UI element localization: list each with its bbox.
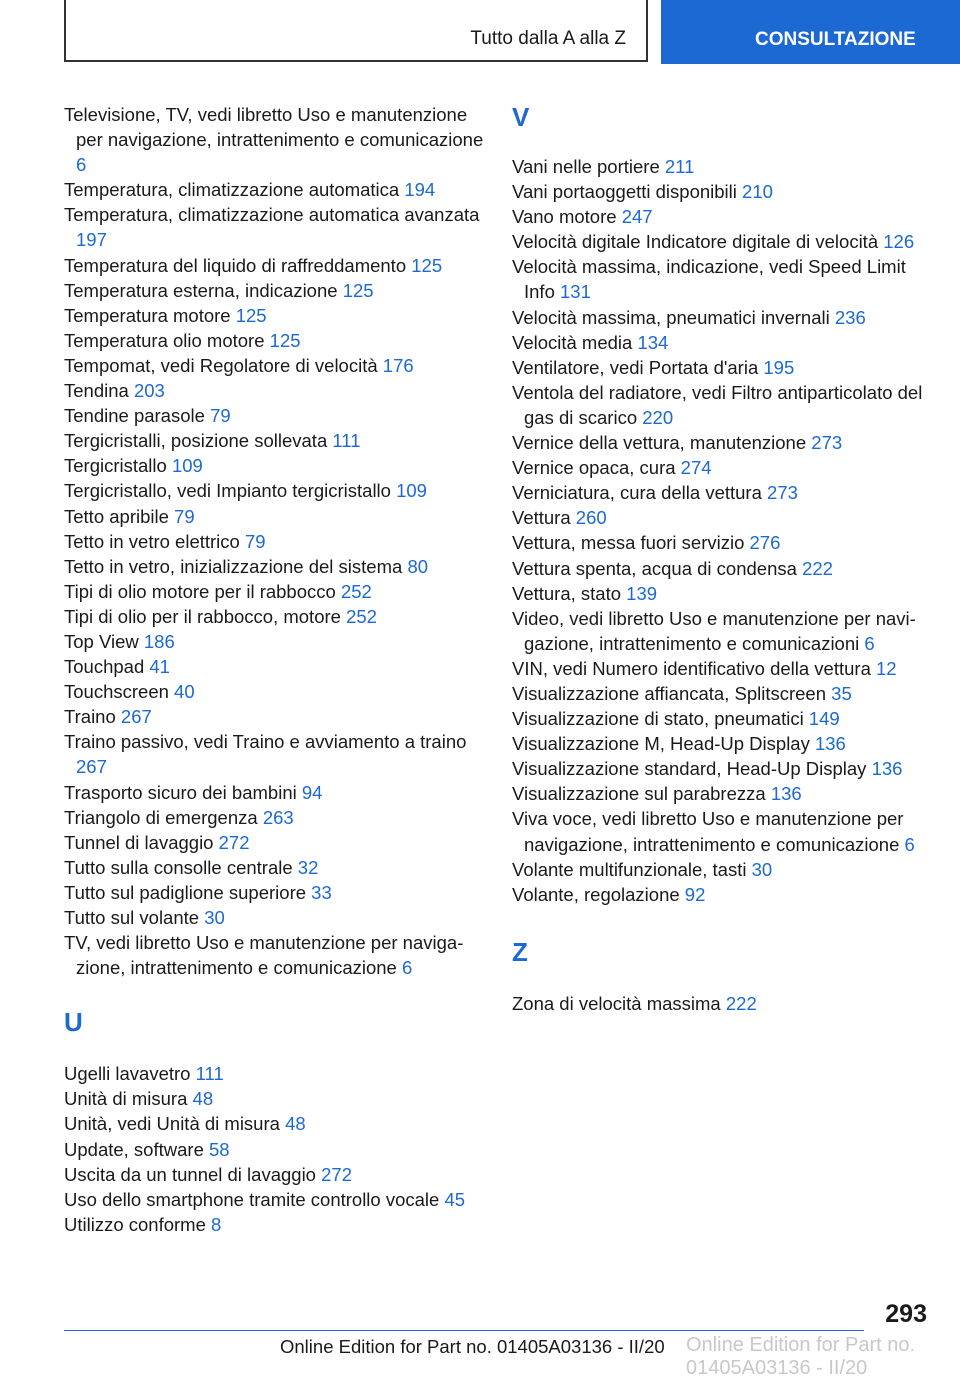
index-entry [512,505,932,530]
page-number: 293 [885,1300,927,1328]
page-reference-link[interactable]: 30 [204,907,225,928]
page-reference-link[interactable]: 222 [725,992,757,1014]
index-entry [64,529,484,554]
index-entry [64,554,484,579]
index-entry [512,530,932,555]
page-reference-link[interactable]: 41 [149,656,170,678]
index-entry [64,453,484,478]
edition-note: Online Edition for Part no. 01405A03136 - II/20 [280,1336,665,1357]
page-reference-link[interactable]: 58 [209,1138,230,1160]
entry-text: Tergicristallo, vedi Impianto tergicristallo [64,480,391,502]
index-entry [64,805,484,830]
page-reference-link[interactable]: 236 [834,306,866,328]
chapter-tab: CONSULTAZIONE [661,0,960,64]
page-reference-link[interactable]: 260 [575,507,607,529]
index-entry [512,355,932,380]
entry-text: Velocità massima, pneumatici invernali [512,306,830,328]
entry-text: Tutto sul volante [64,907,200,928]
page-reference-link[interactable]: 247 [621,206,653,228]
entry-text: Uscita da un tunnel di lavaggio [64,1163,316,1185]
page-reference-link[interactable]: 267 [76,756,107,778]
index-entry [64,780,484,805]
page-reference-link[interactable]: 195 [763,356,795,378]
index-entry [512,204,932,229]
page-reference-link[interactable]: 273 [767,482,798,504]
entry-text: Tetto in vetro, inizializzazione del sistema [64,555,403,577]
entry-text: Top View [64,630,139,652]
index-entry [512,380,932,430]
entry-text: Velocità digitale Indicatore digitale di velocità [512,231,879,253]
entry-text: Temperatura esterna, indicazione [64,279,338,301]
index-entry [512,706,932,731]
page-reference-link[interactable]: 274 [680,457,712,479]
index-entry [64,830,484,855]
page-reference-link[interactable]: 30 [751,858,773,880]
entry-text: Vernice della vettura, manutenzione [512,432,807,454]
index-entry [64,880,484,905]
index-entry [64,253,484,278]
index-entry [512,179,932,204]
page-reference-link[interactable]: 263 [262,806,294,828]
page-reference-link[interactable]: 252 [346,605,377,627]
entry-text: Tendine parasole [64,405,205,427]
entry-text: Tutto sul padiglione superiore [64,881,307,903]
page-reference-link[interactable]: 111 [195,1063,224,1085]
page-reference-link[interactable]: 272 [218,831,250,853]
page-reference-link[interactable]: 273 [811,432,843,454]
page-reference-link[interactable]: 149 [808,708,840,730]
entry-text: Tetto in vetro elettrico [64,530,240,552]
entry-text: Visualizzazione affiancata, Splitscreen [512,682,827,704]
page-reference-link[interactable]: 6 [904,833,915,855]
index-entry [64,378,484,403]
entry-text: TV, vedi libretto Uso e manutenzione per navigazione, intrattenimento e comunicazione [64,932,464,979]
entry-text: Velocità media [512,331,633,353]
index-entry [512,857,932,882]
index-entry [64,905,484,930]
entry-text: Touchpad [64,656,145,678]
page-reference-link[interactable]: 45 [444,1188,466,1210]
page-reference-link[interactable]: 12 [876,657,897,679]
index-entry [64,1061,484,1086]
page-reference-link[interactable]: 111 [332,430,361,452]
page-reference-link[interactable]: 203 [133,380,165,402]
index-entry [64,704,484,729]
index-entry [64,1162,484,1187]
entry-text: Tipi di olio motore per il rabbocco [64,580,336,602]
entry-text: Temperatura olio motore [64,329,265,351]
page-reference-link[interactable]: 136 [871,758,903,780]
entry-text: VIN, vedi Numero identificativo della vettura [512,657,871,679]
entry-text: Viva voce, vedi libretto Uso e manutenzione per navigazione, intrattenimento e comunicazione [512,808,904,855]
entry-text: Tetto apribile [64,505,169,527]
entry-text: Temperatura, climatizzazione automatica [64,179,400,201]
index-entry [64,855,484,880]
entry-text: Unità, vedi Unità di misura [64,1113,280,1135]
index-entry [64,1086,484,1111]
footer-divider [64,1330,864,1331]
entry-text: Traino [64,706,116,728]
page-reference-link[interactable]: 252 [340,580,372,602]
page-reference-link[interactable]: 48 [192,1088,214,1110]
page-reference-link[interactable]: 6 [76,154,87,176]
index-column-left [64,102,484,1237]
page-reference-link[interactable]: 194 [404,179,436,201]
page-reference-link[interactable]: 6 [402,957,413,979]
entry-text: Temperatura del liquido di raffreddamento [64,254,407,276]
entry-text: Vani portaoggetti disponibili [512,181,737,203]
entry-text: Vano motore [512,206,617,228]
index-entry [64,1187,484,1212]
entry-text: Tempomat, vedi Regolatore di velocità [64,354,378,376]
entry-text: Uso dello smartphone tramite controllo vocale [64,1188,440,1210]
entries-t [64,102,484,980]
page-reference-link[interactable]: 126 [883,231,915,253]
page-reference-link[interactable]: 80 [407,555,429,577]
index-entry [64,478,484,503]
page-reference-link[interactable]: 40 [174,681,195,703]
index-entry [512,455,932,480]
index-entry [64,604,484,629]
entry-text: Touchscreen [64,681,169,703]
entry-text: Tipi di olio per il rabbocco, motore [64,605,341,627]
page-reference-link[interactable]: 33 [311,881,332,903]
page-reference-link[interactable]: 79 [210,405,231,427]
index-entry [512,581,932,606]
entry-text: Trasporto sicuro dei bambini [64,781,297,803]
index-entry [64,403,484,428]
index-entry [64,177,484,202]
page-reference-link[interactable]: 92 [684,883,706,905]
page-reference-link[interactable]: 267 [120,706,152,728]
index-entry [512,254,932,304]
entry-text: Vettura [512,507,571,529]
entry-text: Volante, regolazione [512,883,680,905]
page-reference-link[interactable]: 131 [560,281,591,303]
page-reference-link[interactable]: 211 [664,156,695,177]
watermark: Online Edition for Part no. 01405A03136 - II/20 [686,1334,916,1379]
index-entry [512,756,932,781]
page-reference-link[interactable]: 125 [342,279,374,301]
entries-v [512,154,932,907]
index-entry [64,654,484,679]
index-entry [512,154,932,179]
index-entry [64,729,484,779]
entry-text: Ugelli lavavetro [64,1063,191,1085]
index-entry [512,731,932,756]
page-reference-link[interactable]: 32 [297,856,319,878]
entry-text: Tergicristalli, posizione sollevata [64,430,328,452]
index-entry [512,656,932,681]
entry-text: Tergicristallo [64,455,167,477]
index-entry [64,1137,484,1162]
index-entry [512,781,932,806]
page-reference-link[interactable]: 136 [814,733,846,755]
letter-heading-z: Z [512,936,528,967]
index-entry [64,930,484,980]
index-entry [64,629,484,654]
index-entry [512,882,932,907]
index-entry [64,428,484,453]
index-entry [512,681,932,706]
page-reference-link[interactable]: 79 [174,505,195,527]
page-reference-link[interactable]: 272 [321,1163,352,1185]
page-reference-link[interactable]: 35 [831,682,852,704]
entry-text: Utilizzo conforme [64,1213,206,1235]
entry-text: Unità di misura [64,1088,188,1110]
entry-text: Traino passivo, vedi Traino e avviamento a traino [64,731,467,753]
page-reference-link[interactable]: 125 [269,329,301,351]
index-entry [512,556,932,581]
page-reference-link[interactable]: 276 [749,532,781,554]
page-reference-link[interactable]: 125 [235,304,267,326]
entry-text: Visualizzazione sul parabrezza [512,783,766,805]
entry-text: Tutto sulla consolle centrale [64,856,293,878]
index-entry [512,305,932,330]
entries-z [512,991,932,1016]
entry-text: Vettura spenta, acqua di condensa [512,557,797,579]
entry-text: Vettura, stato [512,582,622,604]
page-reference-link[interactable]: 197 [76,229,107,251]
index-entry [64,1111,484,1136]
index-entry [64,504,484,529]
page-reference-link[interactable]: 8 [211,1213,222,1235]
entry-text: Ventola del radiatore, vedi Filtro antiparticolato del gas di scarico [512,381,923,428]
entry-text: Update, software [64,1138,204,1160]
page-reference-link[interactable]: 48 [285,1113,306,1135]
entry-text: Vani nelle portiere [512,156,660,177]
page-reference-link[interactable]: 186 [143,630,175,652]
entry-text: Temperatura motore [64,304,231,326]
entry-text: Velocità massima, indicazione, vedi Speed Limit Info [512,256,906,303]
entry-text: Televisione, TV, vedi libretto Uso e manutenzione per navigazione, intrattenimento e comunicazione [64,104,484,151]
index-entry [512,806,932,856]
index-entry [512,229,932,254]
entry-text: Volante multifunzionale, tasti [512,858,747,880]
page-reference-link[interactable]: 176 [382,354,414,376]
entry-text: Vernice opaca, cura [512,457,676,479]
entry-text: Visualizzazione di stato, pneumatici [512,708,804,730]
section-title: Tutto dalla A alla Z [470,28,626,49]
page-reference-link[interactable]: 109 [171,455,203,477]
index-column-right [512,102,932,1016]
page-reference-link[interactable]: 139 [626,582,658,604]
page-reference-link[interactable]: 222 [802,557,833,579]
entry-text: Triangolo di emergenza [64,806,258,828]
page-reference-link[interactable]: 79 [244,530,266,552]
index-entry [64,278,484,303]
entry-text: Zona di velocità massima [512,992,721,1014]
letter-heading-u: U [64,1007,83,1038]
index-entry [512,330,932,355]
entry-text: Visualizzazione standard, Head-Up Display [512,758,867,780]
index-entry [512,430,932,455]
page-reference-link[interactable]: 210 [742,181,773,203]
index-entry [64,1212,484,1237]
page-reference-link[interactable]: 134 [637,331,669,353]
page-reference-link[interactable]: 94 [301,781,323,803]
entry-text: Tunnel di lavaggio [64,831,214,853]
entry-text: Ventilatore, vedi Portata d'aria [512,356,759,378]
index-entry [64,579,484,604]
index-entry [512,991,932,1016]
index-entry [64,303,484,328]
entries-u [64,1061,484,1237]
entry-text: Video, vedi libretto Uso e manutenzione per navigazione, intrattenimento e comunicazioni [512,607,916,654]
letter-heading-v: V [512,102,530,132]
entry-text: Temperatura, climatizzazione automatica avanzata [64,204,480,226]
page-reference-link[interactable]: 220 [642,406,674,428]
header-section-box [64,0,648,62]
entry-text: Tendina [64,380,129,402]
page-reference-link[interactable]: 6 [864,632,875,654]
page-reference-link[interactable]: 136 [770,783,802,805]
page-reference-link[interactable]: 125 [411,254,443,276]
index-entry [64,679,484,704]
entry-text: Visualizzazione M, Head-Up Display [512,733,810,755]
index-entry [64,353,484,378]
page-reference-link[interactable]: 109 [396,480,427,502]
index-entry [64,202,484,252]
index-entry [512,606,932,656]
index-entry [512,480,932,505]
entry-text: Verniciatura, cura della vettura [512,482,762,504]
index-entry [64,328,484,353]
entry-text: Vettura, messa fuori servizio [512,532,745,554]
index-entry [64,102,484,177]
